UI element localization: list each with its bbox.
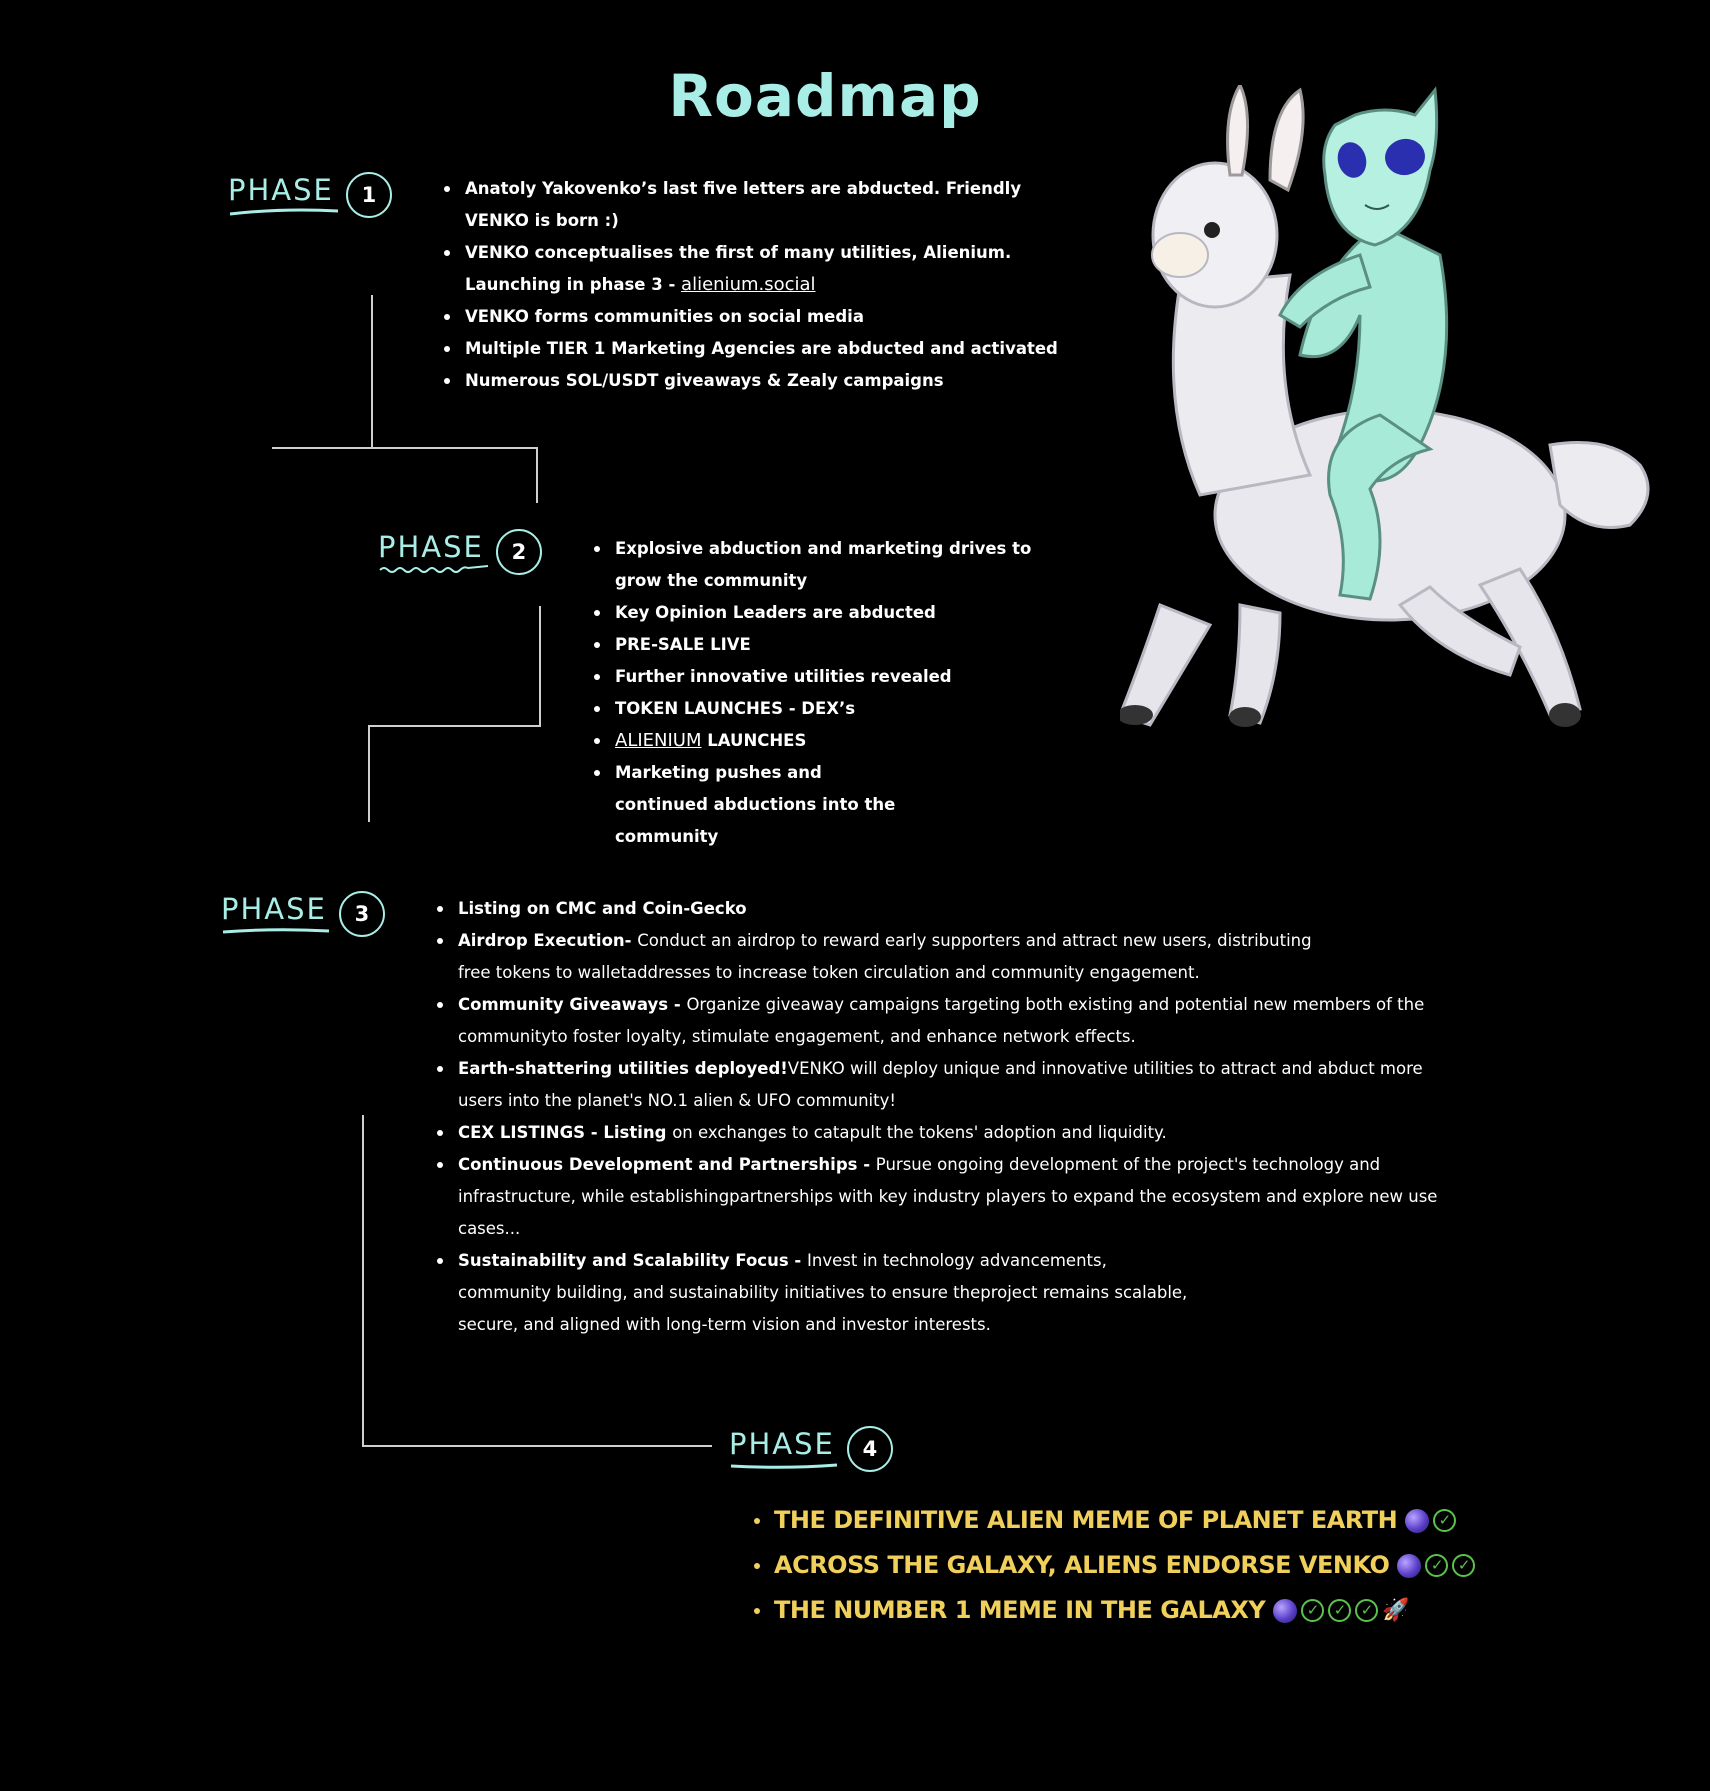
check-icon: ✓ xyxy=(1452,1554,1475,1577)
check-icon: ✓ xyxy=(1301,1599,1324,1622)
phase-4-heading xyxy=(729,1426,893,1472)
underline-swash xyxy=(378,564,490,574)
connector-line xyxy=(362,1445,712,1447)
status-emojis xyxy=(1405,1509,1456,1533)
list-item: Sustainability and Scalability Focus - Invest in technology advancements, community building, and sustainability initiatives to ensure theproject remains scalable, secure, and aligned with long-term vision and investor interests. xyxy=(434,1245,1188,1341)
list-item: Marketing pushes and continued abductions into the community xyxy=(591,757,915,853)
list-item: Multiple TIER 1 Marketing Agencies are abducted and activated xyxy=(441,333,1061,365)
phase-2-list xyxy=(591,533,1071,853)
check-icon: ✓ xyxy=(1433,1509,1456,1532)
phase-3-heading xyxy=(221,891,385,937)
connector-line xyxy=(368,725,370,822)
underline-swash xyxy=(228,207,340,217)
underline-swash xyxy=(729,1461,841,1471)
list-item: Explosive abduction and marketing drives to grow the community xyxy=(591,533,1071,597)
list-item: ALIENIUM LAUNCHES xyxy=(591,725,1071,757)
planet-icon xyxy=(1273,1599,1297,1623)
list-item: Key Opinion Leaders are abducted xyxy=(591,597,1071,629)
phase-number-badge: 4 xyxy=(847,1426,893,1472)
list-item: VENKO conceptualises the first of many utilities, Alienium. Launching in phase 3 - alienium.social xyxy=(441,237,1061,301)
alien-llama-illustration xyxy=(1120,85,1660,755)
alienium-social-link[interactable]: alienium.social xyxy=(681,274,816,295)
list-item: PRE-SALE LIVE xyxy=(591,629,1071,661)
connector-line xyxy=(368,725,541,727)
connector-line xyxy=(272,447,538,449)
alienium-link[interactable]: ALIENIUM xyxy=(615,730,702,751)
phase-1-heading xyxy=(228,172,392,218)
page-title: Roadmap xyxy=(668,62,982,130)
phase-label: PHASE xyxy=(221,892,327,936)
phase-2-heading xyxy=(378,529,542,575)
phase-number-badge: 1 xyxy=(346,172,392,218)
list-item: VENKO forms communities on social media xyxy=(441,301,1061,333)
planet-icon xyxy=(1397,1554,1421,1578)
phase-label: PHASE xyxy=(378,530,484,574)
phase-number-badge: 2 xyxy=(496,529,542,575)
connector-line xyxy=(539,606,541,726)
phase-number-badge: 3 xyxy=(339,891,385,937)
status-emojis xyxy=(1273,1588,1409,1633)
list-item: THE NUMBER 1 MEME IN THE GALAXY ✓ ✓ ✓ 🚀 xyxy=(752,1588,1475,1633)
rocket-icon: 🚀 xyxy=(1382,1598,1410,1623)
check-icon: ✓ xyxy=(1328,1599,1351,1622)
list-item: Anatoly Yakovenko’s last five letters are abducted. Friendly VENKO is born :) xyxy=(441,173,1061,237)
underline-swash xyxy=(221,926,333,936)
connector-line xyxy=(362,1115,364,1446)
planet-icon xyxy=(1405,1509,1429,1533)
list-item: CEX LISTINGS - Listing on exchanges to catapult the tokens' adoption and liquidity. xyxy=(434,1117,1434,1149)
list-item: Community Giveaways - Organize giveaway campaigns targeting both existing and potential new members of the communityto foster loyalty, stimulate engagement, and enhance network effects. xyxy=(434,989,1438,1053)
list-item: ACROSS THE GALAXY, ALIENS ENDORSE VENKO ✓ ✓ xyxy=(752,1543,1475,1588)
list-item: Earth-shattering utilities deployed!VENKO will deploy unique and innovative utilities to attract and abduct more users into the planet's NO.1 alien & UFO community! xyxy=(434,1053,1458,1117)
phase-label: PHASE xyxy=(729,1427,835,1471)
list-item: Numerous SOL/USDT giveaways & Zealy campaigns xyxy=(441,365,1061,397)
phase-label: PHASE xyxy=(228,173,334,217)
status-emojis xyxy=(1397,1554,1475,1578)
list-item: Listing on CMC and Coin-Gecko xyxy=(434,893,1434,925)
list-item: Continuous Development and Partnerships - Pursue ongoing development of the project's technology and infrastructure, while establishingpartnerships with key industry players to expand the ecosystem and explore new use cases... xyxy=(434,1149,1458,1245)
phase-1-list xyxy=(441,173,1061,397)
list-item: THE DEFINITIVE ALIEN MEME OF PLANET EARTH ✓ xyxy=(752,1498,1475,1543)
phase-4-list xyxy=(752,1498,1475,1633)
list-item: Airdrop Execution- Conduct an airdrop to reward early supporters and attract new users, distributing free tokens to walletaddresses to increase token circulation and community engagement. xyxy=(434,925,1318,989)
check-icon: ✓ xyxy=(1355,1599,1378,1622)
connector-line xyxy=(536,447,538,503)
list-item: TOKEN LAUNCHES - DEX’s xyxy=(591,693,1071,725)
connector-line xyxy=(371,295,373,448)
check-icon: ✓ xyxy=(1425,1554,1448,1577)
phase-3-list xyxy=(434,893,1438,1341)
list-item: Further innovative utilities revealed xyxy=(591,661,1071,693)
